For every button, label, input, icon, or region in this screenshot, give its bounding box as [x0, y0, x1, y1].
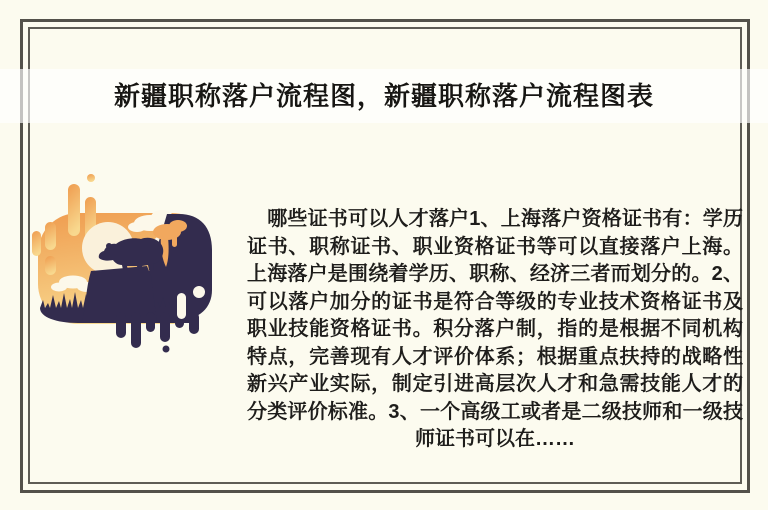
article-body-text: 哪些证书可以人才落户1、上海落户资格证书有：学历证书、职称证书、职业资格证书等可以直接落户上海。上海落户是围绕着学历、职称、经济三者而划分的。2、可以落户加分的证书是符合等级的专业技术资格证书及职业技能资格证书。积分落户制，指的是根据不同机构特点，完善现有人才评价体系；根据重点扶持的战略性新兴产业实际，制定引进高层次人才和急需技能人才的分类评价标准。3、一个高级工或者是二级技师和一级技师证书可以在…… — [247, 208, 743, 450]
title-band — [0, 69, 768, 123]
page-title: 新疆职称落户流程图，新疆职称落户流程图表 — [113, 81, 654, 111]
bear-cliff-sunset-logo-icon — [30, 166, 220, 356]
